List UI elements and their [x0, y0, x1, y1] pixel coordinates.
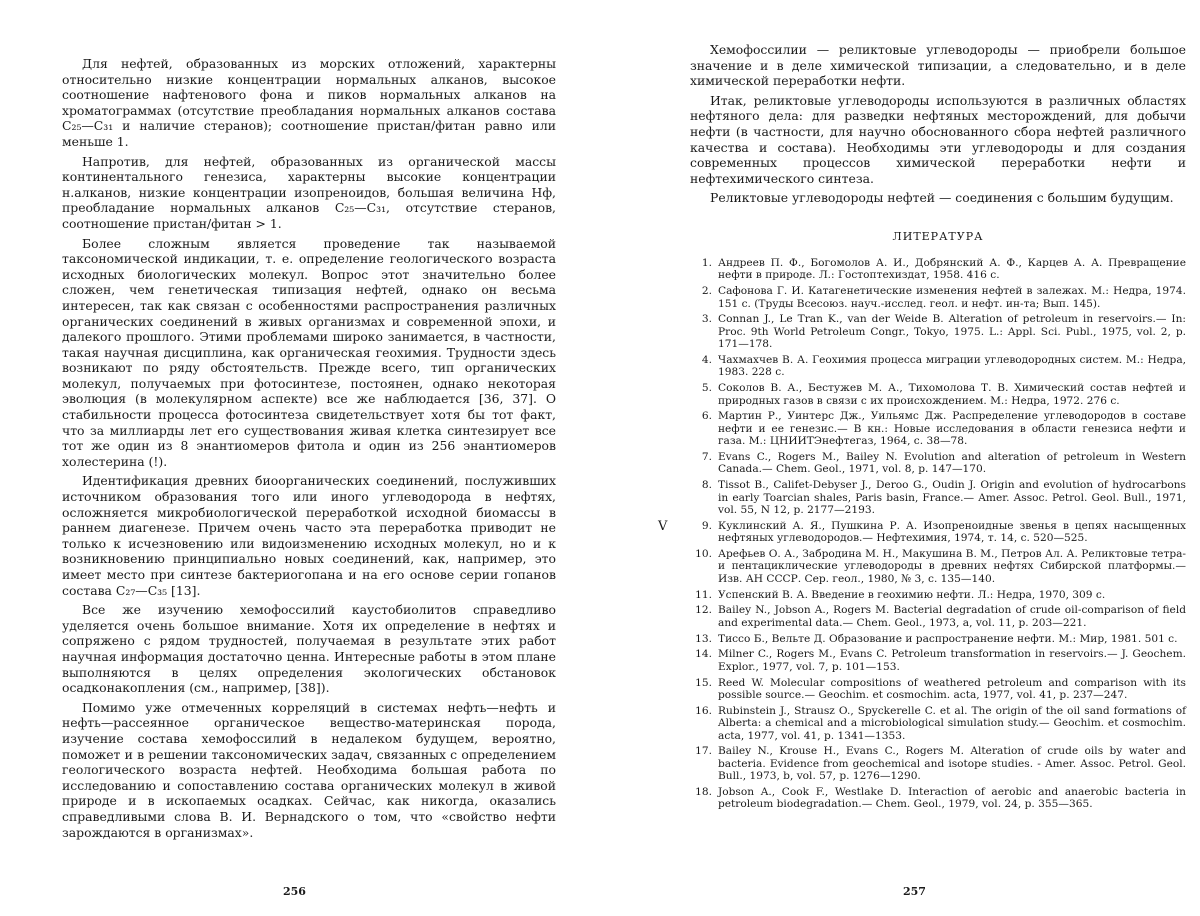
- reference-number: 2.: [701, 285, 712, 298]
- page-number: 256: [283, 885, 306, 898]
- reference-number: 3.: [701, 313, 712, 326]
- reference-text: Tissot B., Califet-Debyser J., Deroo G., Oudin J. Origin and evolution of hydrocarbons in early Toarcian shales, Paris basin, France.— Amer. Assoc. Petrol. Geol. Bull., 1971, vol. 55, N 12, p. 2177—2193.: [718, 479, 1186, 516]
- reference-item: [690, 745, 1186, 782]
- reference-number: 4.: [701, 353, 712, 366]
- reference-number: 17.: [695, 745, 712, 758]
- reference-number: 11.: [695, 588, 712, 601]
- reference-number: 14.: [695, 648, 712, 661]
- reference-number: 16.: [695, 704, 712, 717]
- reference-item: [690, 410, 1186, 447]
- reference-item: [690, 257, 1186, 282]
- reference-item: [690, 589, 1186, 601]
- reference-item: [690, 604, 1186, 629]
- reference-text: Андреев П. Ф., Богомолов А. И., Добрянский А. Ф., Карцев А. А. Превращение нефти в природе. Л.: Гостоптехиздат, 1958. 416 с.: [718, 256, 1186, 282]
- paragraph: Более сложным является проведение так называемой таксономической индикации, т. е. определение геологического возраста исходных биологических молекул. Вопрос этот значительно более сложен, чем генетическая типизация нефтей, однако он весьма интересен, так как связан с особенностями распространения различных органических соединений в живых организмах и современной эпохи, и далекого прошлого. Этими проблемами широко занимается, в частности, такая научная дисциплина, как органическая геохимия. Трудности здесь возникают по ряду обстоятельств. Прежде всего, тип органических молекул, получаемых при фотосинтезе, постоянен, однако некоторая эволюция (в молекулярном аспекте) все же наблюдается [36, 37]. О стабильности процесса фотосинтеза свидетельствует хотя бы тот факт, что за миллиарды лет его существования живая клетка синтезирует все тот же один из 8 энантиомеров фитола и один из 256 энантиомеров холестерина (!).: [62, 235, 556, 469]
- reference-item: [690, 313, 1186, 350]
- reference-text: Bailey N., Krouse H., Evans C., Rogers M. Alteration of crude oils by water and bacteria. Evidence from geochemical and isotope studies. - Amer. Assoc. Petrol. Geol. Bull., 1973, b, vol. 57, p. 1276—1290.: [718, 745, 1186, 783]
- reference-item: [690, 548, 1186, 585]
- paragraph: Напротив, для нефтей, образованных из органической массы континентального генезиса, характерны высокие концентрации н.алканов, низкие концентрации изопреноидов, большая величина Hф, преобладание нормальных алканов C₂₅—C₃₁, отсутствие стеранов, соотношение пристан/фитан > 1.: [62, 153, 556, 231]
- margin-checkmark: V: [658, 518, 668, 534]
- reference-text: Чахмахчев В. А. Геохимия процесса миграции углеводородных систем. М.: Недра, 1983. 228 с.: [718, 353, 1186, 379]
- reference-text: Reed W. Molecular compositions of weathered petroleum and comparison with its possible source.— Geochim. et cosmochim. acta, 1977, vol. 41, p. 237—247.: [718, 676, 1186, 701]
- reference-text: Мартин Р., Уинтерс Дж., Уильямс Дж. Распределение углеводородов в составе нефти и ее генезис.— В кн.: Новые исследования в области генезиса нефти и газа. М.: ЦНИИТЭнефтегаз, 1964, с. 38—78.: [718, 410, 1186, 448]
- reference-number: 6.: [701, 410, 712, 423]
- reference-text: Арефьев О. А., Забродина М. Н., Макушина В. М., Петров Ал. А. Реликтовые тетра- и пентациклические углеводороды в древних нефтях Сибирской платформы.— Изв. АН СССР. Сер. геол., 1980, № 3, с. 135—140.: [718, 547, 1186, 585]
- reference-item: [690, 354, 1186, 379]
- paragraph: Помимо уже отмеченных корреляций в системах нефть—нефть и нефть—рассеянное органическое вещество-материнская порода, изучение состава хемофоссилий в недалеком будущем, вероятно, поможет и в решении таксономических задач, связанных с определением геологического возраста нефтей. Необходима большая работа по исследованию и сопоставлению состава органических молекул в живой природе и в ископаемых осадках. Сейчас, как никогда, оказались справедливыми слова В. И. Вернадского о том, что «свойство нефти зарождаются в организмах».: [62, 699, 556, 840]
- reference-number: 1.: [701, 256, 712, 269]
- reference-number: 10.: [695, 547, 712, 560]
- reference-number: 8.: [701, 479, 712, 492]
- references-heading: ЛИТЕРАТУРА: [892, 229, 984, 243]
- reference-item: [690, 382, 1186, 407]
- reference-list: [690, 257, 1186, 811]
- reference-item: [690, 479, 1186, 516]
- reference-text: Bailey N., Jobson A., Rogers M. Bacterial degradation of crude oil-comparison of field and experimental data.— Chem. Geol., 1973, a, vol. 11, p. 203—221.: [718, 604, 1186, 629]
- reference-text: Milner C., Rogers M., Evans C. Petroleum transformation in reservoirs.— J. Geochem. Explor., 1977, vol. 7, p. 101—153.: [718, 648, 1186, 673]
- reference-number: 13.: [695, 632, 712, 645]
- reference-item: [690, 648, 1186, 673]
- paragraph: Все же изучению хемофоссилий каустобиолитов справедливо уделяется очень большое внимание. Хотя их определение в нефтях и сопряжено с рядом трудностей, получаемая в результате этих работ научная информация достаточно ценна. Интересные работы в этом плане выполняются в целях определения экологических обстановок осадконакопления (см., например, [38]).: [62, 602, 556, 696]
- reference-number: 5.: [701, 382, 712, 395]
- reference-item: [690, 451, 1186, 476]
- reference-number: 7.: [701, 450, 712, 463]
- reference-text: Сафонова Г. И. Катагенетические изменения нефтей в залежах. М.: Недра, 1974. 151 с. (Труды Всесоюз. науч.-исслед. геол. и нефт. ин-та; Вып. 145).: [718, 285, 1186, 310]
- paragraph: Идентификация древних биоорганических соединений, послуживших источником образования того или иного углеводорода в нефтях, осложняется микробиологической переработкой исходной биомассы в раннем диагенезе. Причем очень часто эта переработка приводит не только к исчезновению или видоизменению исходных молекул, но и к возникновению принципиально новых соединений, как, например, это имеет место при синтезе бактериогопана и на его основе серии гопанов состава C₂₇—C₃₅ [13].: [62, 473, 556, 598]
- reference-item: [690, 285, 1186, 310]
- reference-text: Соколов В. А., Бестужев М. А., Тихомолова Т. В. Химический состав нефтей и природных газов в связи с их происхождением. М.: Недра, 1972. 276 с.: [718, 382, 1186, 407]
- paragraph: Реликтовые углеводороды нефтей — соединения с большим будущим.: [710, 190, 1174, 206]
- reference-number: 12.: [695, 604, 712, 617]
- reference-text: Jobson A., Cook F., Westlake D. Interaction of aerobic and anaerobic bacteria in petroleum biodegradation.— Chem. Geol., 1979, vol. 24, p. 355—365.: [718, 786, 1186, 811]
- reference-item: [690, 633, 1186, 645]
- reference-text: Тиссо Б., Вельте Д. Образование и распространение нефти. М.: Мир, 1981. 501 с.: [718, 632, 1178, 645]
- reference-item: [690, 677, 1186, 702]
- right-page: [600, 0, 1200, 916]
- reference-text: Evans C., Rogers M., Bailey N. Evolution and alteration of petroleum in Western Canada.— Chem. Geol., 1971, vol. 8, p. 147—170.: [718, 450, 1186, 476]
- right-page-text: [690, 42, 1186, 206]
- reference-number: 15.: [695, 676, 712, 689]
- reference-text: Connan J., Le Tran K., van der Weide B. Alteration of petroleum in reservoirs.— In: Proc. 9th World Petroleum Congr., Tokyo, 1975. L.: Appl. Sci. Publ., 1975, vol. 2, p. 171—178.: [718, 313, 1186, 351]
- reference-item: [690, 705, 1186, 742]
- right-page-body: [690, 42, 1186, 814]
- reference-number: 9.: [701, 519, 712, 532]
- reference-item: [690, 520, 1186, 545]
- reference-text: Rubinstein J., Strausz O., Spyckerelle C. et al. The origin of the oil sand formations of Alberta: a chemical and a microbiological simulation study.— Geochim. et cosmochim. acta, 1977, vol. 41, p. 1341—1353.: [718, 704, 1186, 742]
- reference-text: Успенский В. А. Введение в геохимию нефти. Л.: Недра, 1970, 309 с.: [718, 588, 1106, 601]
- reference-number: 18.: [695, 786, 712, 799]
- paragraph: Хемофоссилии — реликтовые углеводороды — приобрели большое значение и в деле химической типизации, а следовательно, и в деле химической переработки нефти.: [690, 42, 1186, 89]
- page-number: 257: [903, 885, 926, 898]
- reference-item: [690, 786, 1186, 811]
- paragraph: Итак, реликтовые углеводороды используются в различных областях нефтяного дела: для разведки нефтяных месторождений, для добычи нефти (в частности, для научно обоснованного сбора нефтей различного качества и состава). Необходимы эти углеводороды и для создания современных процессов химической переработки нефти и нефтехимического синтеза.: [690, 92, 1186, 186]
- paragraph: Для нефтей, образованных из морских отложений, характерны относительно низкие концентрации нормальных алканов, высокое соотношение нафтенового фона и пиков нормальных алканов на хроматограммах (отсутствие преобладания нормальных алканов состава C₂₅—C₃₁ и наличие стеранов); соотношение пристан/фитан равно или меньше 1.: [62, 56, 556, 149]
- reference-text: Куклинский А. Я., Пушкина Р. А. Изопреноидные звенья в цепях насыщенных нефтяных углеводородов.— Нефтехимия, 1974, т. 14, с. 520—525.: [718, 519, 1186, 545]
- left-page-body: [62, 56, 556, 844]
